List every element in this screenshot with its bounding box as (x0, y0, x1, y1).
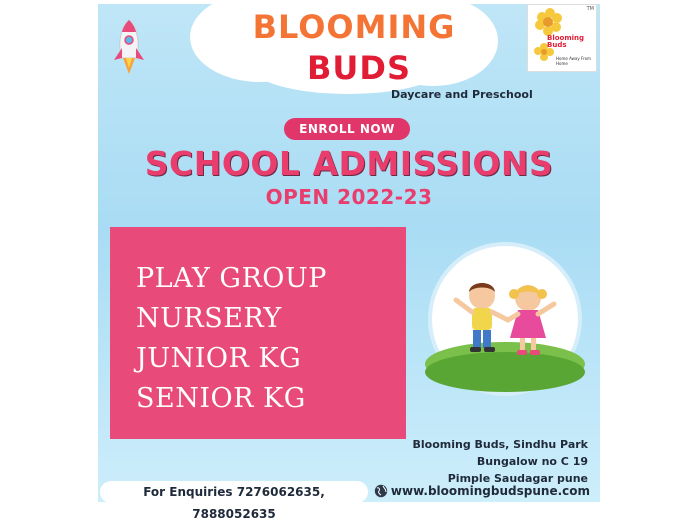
address-line: Bungalow no C 19 (476, 455, 588, 468)
globe-icon (374, 484, 388, 498)
kids-icon (432, 246, 578, 392)
brand-tagline: Daycare and Preschool (391, 88, 533, 101)
program-item: SENIOR KG (136, 383, 306, 414)
admissions-poster (98, 4, 600, 521)
brand-title-line1: BLOOMING (252, 8, 456, 46)
program-item: NURSERY (136, 303, 282, 334)
enroll-now-button[interactable]: ENROLL NOW (284, 118, 410, 140)
program-list (136, 259, 327, 419)
kids-illustration (428, 242, 582, 396)
address-block (412, 436, 588, 487)
brand-title-line2: BUDS (307, 49, 411, 87)
logo-trademark: TM (586, 6, 594, 12)
program-item: JUNIOR KG (136, 343, 302, 374)
subheadline: OPEN 2022-23 (265, 185, 433, 209)
logo-name: Blooming Buds (547, 34, 585, 49)
address-line: Pimple Saudagar pune (447, 472, 588, 485)
website-row[interactable] (374, 484, 590, 498)
logo-motto: Home Away From Home (556, 56, 591, 66)
programs-panel (110, 227, 406, 439)
program-item: PLAY GROUP (136, 263, 327, 294)
address-line: Blooming Buds, Sindhu Park (412, 438, 588, 451)
enquiry-phone-numbers[interactable]: For Enquiries 7276062635, 7888052635 (100, 481, 368, 503)
website-link[interactable]: www.bloomingbudspune.com (390, 484, 590, 498)
brand-logo (527, 4, 597, 72)
headline: SCHOOL ADMISSIONS (144, 144, 554, 183)
